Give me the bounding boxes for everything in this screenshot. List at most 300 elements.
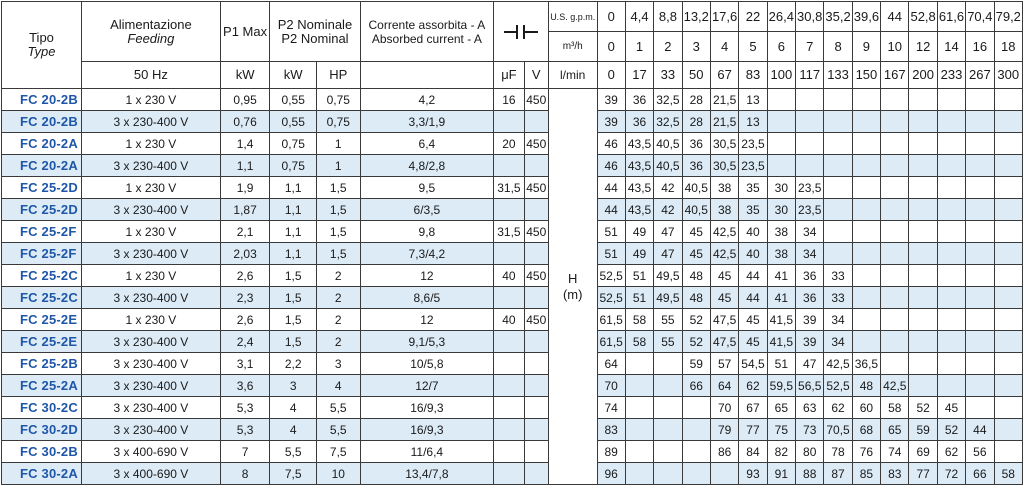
tipo-label: Tipo — [29, 30, 54, 45]
head-value-cell: 80 — [796, 441, 824, 463]
lm-10: 167 — [881, 62, 909, 89]
p2-kw-cell: 5,5 — [270, 441, 317, 463]
capacitor-voltage-cell — [524, 287, 548, 309]
head-value-cell — [852, 243, 880, 265]
m3-4: 4 — [710, 32, 738, 62]
head-value-cell: 38 — [767, 221, 795, 243]
head-value-cell: 45 — [739, 331, 767, 353]
current-cell: 13,4/7,8 — [360, 463, 494, 485]
head-value-cell — [824, 243, 852, 265]
table-row — [2, 463, 1023, 485]
head-value-cell: 58 — [625, 331, 653, 353]
m3-14: 18 — [994, 32, 1022, 62]
current-cell: 6/3,5 — [360, 199, 494, 221]
feeding-cell: 3 x 230-400 V — [82, 331, 221, 353]
head-value-cell: 59 — [682, 353, 710, 375]
p2-hp-cell: 1 — [316, 155, 360, 177]
p1-cell: 1,4 — [220, 133, 270, 155]
head-value-cell: 44 — [739, 265, 767, 287]
feeding-cell: 3 x 230-400 V — [82, 199, 221, 221]
table-row — [2, 111, 1023, 133]
head-value-cell: 72 — [937, 463, 965, 485]
head-value-cell: 38 — [710, 199, 738, 221]
p1-cell: 3,6 — [220, 375, 270, 397]
head-value-cell: 88 — [796, 463, 824, 485]
current-cell: 12 — [360, 309, 494, 331]
current-cell: 12 — [360, 265, 494, 287]
p2-kw-cell: 1,5 — [270, 331, 317, 353]
table-row — [2, 89, 1023, 111]
head-value-cell: 40,5 — [682, 199, 710, 221]
lm-4: 67 — [710, 62, 738, 89]
head-value-cell — [966, 89, 994, 111]
p2-hp-cell: 0,75 — [316, 89, 360, 111]
capacitance-cell — [494, 419, 524, 441]
p2-kw-cell: 1,1 — [270, 243, 317, 265]
head-value-cell: 58 — [881, 397, 909, 419]
lm-6: 100 — [767, 62, 795, 89]
head-value-cell — [937, 89, 965, 111]
head-value-cell — [682, 397, 710, 419]
head-value-cell: 48 — [682, 265, 710, 287]
p2-hp-cell: 1,5 — [316, 199, 360, 221]
head-value-cell — [909, 353, 937, 375]
head-value-cell: 70 — [710, 397, 738, 419]
head-value-cell: 28 — [682, 111, 710, 133]
head-value-cell: 83 — [597, 419, 625, 441]
head-h-label: H — [568, 270, 578, 286]
head-value-cell — [994, 353, 1022, 375]
head-value-cell: 39 — [796, 309, 824, 331]
head-value-cell — [994, 133, 1022, 155]
head-value-cell: 32,5 — [654, 89, 682, 111]
head-value-cell — [824, 133, 852, 155]
capacitance-cell — [494, 375, 524, 397]
type-header — [2, 2, 82, 89]
head-value-cell — [852, 155, 880, 177]
lm-2: 33 — [654, 62, 682, 89]
alimentazione-label: Alimentazione — [110, 16, 192, 32]
m3-13: 16 — [966, 32, 994, 62]
head-value-cell: 63 — [796, 397, 824, 419]
capacitor-header — [494, 2, 549, 62]
head-value-cell — [937, 287, 965, 309]
head-value-cell — [909, 89, 937, 111]
p1-cell: 2,6 — [220, 265, 270, 287]
current-cell: 6,4 — [360, 133, 494, 155]
head-value-cell: 56 — [966, 441, 994, 463]
table-row — [2, 221, 1023, 243]
hp-label: HP — [316, 62, 360, 89]
capacitor-voltage-cell: 450 — [524, 265, 548, 287]
head-value-cell — [994, 89, 1022, 111]
capacitance-cell: 40 — [494, 265, 524, 287]
head-value-cell: 52,5 — [597, 265, 625, 287]
m3-10: 10 — [881, 32, 909, 62]
head-value-cell — [852, 221, 880, 243]
head-value-cell — [994, 287, 1022, 309]
head-value-cell: 23,5 — [739, 155, 767, 177]
p2-kw-cell: 1,1 — [270, 199, 317, 221]
head-value-cell: 87 — [824, 463, 852, 485]
gpm-8: 35,2 — [824, 2, 852, 32]
head-value-cell — [852, 265, 880, 287]
p2-hp-cell: 2 — [316, 265, 360, 287]
head-value-cell: 66 — [682, 375, 710, 397]
feeding-cell: 3 x 230-400 V — [82, 111, 221, 133]
lm-9: 150 — [852, 62, 880, 89]
gpm-10: 44 — [881, 2, 909, 32]
p2-kw-cell: 0,75 — [270, 155, 317, 177]
model-cell: FC 25-2A — [2, 375, 82, 397]
capacitance-cell — [494, 397, 524, 419]
head-value-cell — [881, 309, 909, 331]
p2-hp-cell: 2 — [316, 331, 360, 353]
head-value-cell: 49 — [625, 243, 653, 265]
head-value-cell: 74 — [597, 397, 625, 419]
m3-7: 7 — [796, 32, 824, 62]
feeding-cell: 3 x 230-400 V — [82, 155, 221, 177]
table-row — [2, 199, 1023, 221]
head-value-cell: 68 — [852, 419, 880, 441]
head-value-cell — [937, 331, 965, 353]
p1-cell: 7 — [220, 441, 270, 463]
table-row — [2, 397, 1023, 419]
head-value-cell: 83 — [881, 463, 909, 485]
head-value-cell: 62 — [937, 441, 965, 463]
head-value-cell — [852, 177, 880, 199]
head-value-cell: 49 — [625, 221, 653, 243]
head-value-cell — [994, 397, 1022, 419]
head-value-cell: 82 — [767, 441, 795, 463]
p2-kw-cell: 1,1 — [270, 221, 317, 243]
head-value-cell — [966, 133, 994, 155]
head-value-cell — [937, 375, 965, 397]
head-value-cell: 30,5 — [710, 133, 738, 155]
head-value-cell: 61,5 — [597, 331, 625, 353]
current-cell: 3,3/1,9 — [360, 111, 494, 133]
p1-cell: 2,4 — [220, 331, 270, 353]
head-value-cell — [909, 221, 937, 243]
head-value-cell — [682, 441, 710, 463]
head-value-cell: 13 — [739, 89, 767, 111]
gpm-9: 39,6 — [852, 2, 880, 32]
head-value-cell: 49,5 — [654, 265, 682, 287]
p2-hp-cell: 0,75 — [316, 111, 360, 133]
head-value-cell: 45 — [682, 243, 710, 265]
pump-performance-table — [1, 1, 1023, 485]
p2-kw-cell: 3 — [270, 375, 317, 397]
gpm-11: 52,8 — [909, 2, 937, 32]
head-value-cell: 76 — [852, 441, 880, 463]
head-value-cell: 42,5 — [824, 353, 852, 375]
m3-6: 6 — [767, 32, 795, 62]
head-value-cell: 58 — [994, 463, 1022, 485]
head-value-cell: 65 — [881, 419, 909, 441]
head-value-cell — [937, 199, 965, 221]
head-value-cell: 38 — [767, 243, 795, 265]
head-value-cell — [852, 111, 880, 133]
current-cell: 7,3/4,2 — [360, 243, 494, 265]
p2-hp-cell: 1,5 — [316, 177, 360, 199]
capacitor-voltage-cell — [524, 419, 548, 441]
head-value-cell: 64 — [597, 353, 625, 375]
feeding-header — [82, 2, 221, 62]
feeding-label: Feeding — [127, 30, 175, 46]
head-value-cell: 74 — [881, 441, 909, 463]
gpm-14: 79,2 — [994, 2, 1022, 32]
capacitance-cell — [494, 287, 524, 309]
head-value-cell — [966, 243, 994, 265]
head-value-cell: 36 — [682, 133, 710, 155]
capacitor-voltage-cell: 450 — [524, 133, 548, 155]
head-value-cell: 47,5 — [710, 331, 738, 353]
head-value-cell — [937, 177, 965, 199]
capacitance-cell — [494, 331, 524, 353]
head-value-cell: 57 — [710, 353, 738, 375]
model-cell: FC 30-2B — [2, 441, 82, 463]
p1-cell: 2,03 — [220, 243, 270, 265]
head-value-cell — [966, 353, 994, 375]
p2-hp-cell: 5,5 — [316, 397, 360, 419]
capacitor-voltage-cell — [524, 243, 548, 265]
m3-8: 8 — [824, 32, 852, 62]
feeding-cell: 3 x 230-400 V — [82, 419, 221, 441]
table-row — [2, 287, 1023, 309]
head-value-cell: 89 — [597, 441, 625, 463]
model-cell: FC 25-2F — [2, 243, 82, 265]
head-value-cell: 42,5 — [881, 375, 909, 397]
p2-kw-cell: 1,5 — [270, 287, 317, 309]
lmin-label: l/min — [548, 62, 597, 89]
p2-header — [270, 2, 360, 62]
capacitor-voltage-cell — [524, 353, 548, 375]
head-value-cell: 70 — [597, 375, 625, 397]
head-value-cell — [994, 265, 1022, 287]
head-value-cell: 40,5 — [682, 177, 710, 199]
p2-hp-cell: 3 — [316, 353, 360, 375]
head-value-cell — [909, 111, 937, 133]
head-value-cell: 77 — [909, 463, 937, 485]
p1-cell: 1,87 — [220, 199, 270, 221]
head-value-cell — [654, 375, 682, 397]
p1-header: P1 Max — [220, 2, 270, 62]
p2-kw-cell: 0,55 — [270, 89, 317, 111]
p2-hp-cell: 1,5 — [316, 243, 360, 265]
capacitor-voltage-cell — [524, 331, 548, 353]
head-value-cell — [966, 221, 994, 243]
current-header — [360, 2, 494, 62]
current-cell: 9,8 — [360, 221, 494, 243]
current-unit-blank — [360, 62, 494, 89]
p1-cell: 0,76 — [220, 111, 270, 133]
head-value-cell: 40,5 — [654, 133, 682, 155]
gpm-5: 22 — [739, 2, 767, 32]
head-value-cell: 32,5 — [654, 111, 682, 133]
head-value-cell — [767, 111, 795, 133]
model-cell: FC 25-2C — [2, 265, 82, 287]
gpm-7: 30,8 — [796, 2, 824, 32]
p2-hp-cell: 1,5 — [316, 221, 360, 243]
head-value-cell: 40,5 — [654, 155, 682, 177]
current-cell: 9,5 — [360, 177, 494, 199]
head-value-cell: 44 — [597, 177, 625, 199]
feeding-cell: 3 x 230-400 V — [82, 287, 221, 309]
head-value-cell: 41 — [767, 265, 795, 287]
head-value-cell — [852, 287, 880, 309]
head-value-cell: 46 — [597, 133, 625, 155]
gpm-2: 8,8 — [654, 2, 682, 32]
current-cell: 16/9,3 — [360, 397, 494, 419]
p2-hp-cell: 2 — [316, 309, 360, 331]
capacitance-cell: 40 — [494, 309, 524, 331]
head-value-cell: 23,5 — [796, 177, 824, 199]
p1-cell: 2,3 — [220, 287, 270, 309]
usgpm-label: U.S. g.p.m. — [548, 2, 597, 32]
head-value-cell — [824, 221, 852, 243]
head-value-cell: 48 — [682, 287, 710, 309]
head-value-cell — [852, 133, 880, 155]
head-value-cell — [625, 419, 653, 441]
head-value-cell — [937, 221, 965, 243]
capacitor-voltage-cell — [524, 111, 548, 133]
head-value-cell — [881, 287, 909, 309]
table-row — [2, 353, 1023, 375]
model-cell: FC 30-2A — [2, 463, 82, 485]
head-value-cell — [654, 419, 682, 441]
head-value-cell: 38 — [710, 177, 738, 199]
capacitor-voltage-cell — [524, 463, 548, 485]
head-value-cell: 73 — [796, 419, 824, 441]
head-value-cell: 69 — [909, 441, 937, 463]
head-value-cell — [994, 419, 1022, 441]
head-value-cell: 34 — [824, 331, 852, 353]
head-value-cell — [909, 287, 937, 309]
head-value-cell: 48 — [852, 375, 880, 397]
head-value-cell: 75 — [767, 419, 795, 441]
head-value-cell: 45 — [710, 265, 738, 287]
current-cell: 12/7 — [360, 375, 494, 397]
p1-cell: 1,9 — [220, 177, 270, 199]
table-row — [2, 309, 1023, 331]
capacitor-voltage-cell: 450 — [524, 89, 548, 111]
model-cell: FC 25-2E — [2, 309, 82, 331]
head-value-cell — [994, 177, 1022, 199]
head-value-cell: 70,5 — [824, 419, 852, 441]
head-value-cell — [937, 243, 965, 265]
head-value-cell — [881, 221, 909, 243]
corrente-label: Corrente assorbita - A — [368, 17, 486, 32]
m3-2: 2 — [654, 32, 682, 62]
head-value-cell: 52 — [682, 309, 710, 331]
head-value-cell — [654, 353, 682, 375]
head-value-cell: 42,5 — [710, 221, 738, 243]
p2-kw-cell: 1,1 — [270, 177, 317, 199]
lm-5: 83 — [739, 62, 767, 89]
lm-14: 300 — [994, 62, 1022, 89]
head-value-cell: 43,5 — [625, 199, 653, 221]
head-value-cell: 52 — [909, 397, 937, 419]
model-cell: FC 20-2B — [2, 111, 82, 133]
head-value-cell — [994, 309, 1022, 331]
head-value-cell — [909, 375, 937, 397]
head-value-cell — [824, 89, 852, 111]
model-cell: FC 25-2E — [2, 331, 82, 353]
p2-hp-cell: 4 — [316, 375, 360, 397]
head-value-cell: 52,5 — [824, 375, 852, 397]
head-value-cell — [881, 133, 909, 155]
head-value-cell: 49,5 — [654, 287, 682, 309]
feeding-cell: 3 x 400-690 V — [82, 441, 221, 463]
capacitor-voltage-cell: 450 — [524, 309, 548, 331]
feeding-cell: 1 x 230 V — [82, 133, 221, 155]
head-value-cell: 39 — [796, 331, 824, 353]
head-value-cell: 55 — [654, 331, 682, 353]
p1-cell: 2,6 — [220, 309, 270, 331]
gpm-13: 70,4 — [966, 2, 994, 32]
p2-kw-cell: 4 — [270, 419, 317, 441]
m3-0: 0 — [597, 32, 625, 62]
capacitor-voltage-cell: 450 — [524, 221, 548, 243]
feeding-cell: 3 x 230-400 V — [82, 353, 221, 375]
capacitance-cell — [494, 243, 524, 265]
model-cell: FC 20-2A — [2, 155, 82, 177]
p2-hp-cell: 5,5 — [316, 419, 360, 441]
head-value-cell: 61,5 — [597, 309, 625, 331]
lm-0: 0 — [597, 62, 625, 89]
head-value-cell: 77 — [739, 419, 767, 441]
p2-kw-cell: 1,5 — [270, 265, 317, 287]
feeding-cell: 3 x 230-400 V — [82, 243, 221, 265]
head-value-cell — [852, 89, 880, 111]
head-value-cell — [625, 375, 653, 397]
capacitor-voltage-cell — [524, 441, 548, 463]
head-value-cell — [937, 353, 965, 375]
head-value-cell: 35 — [739, 199, 767, 221]
head-value-cell — [909, 199, 937, 221]
current-cell: 8,6/5 — [360, 287, 494, 309]
head-value-cell — [909, 155, 937, 177]
p2-nominale-label: P2 Nominale — [277, 16, 353, 32]
model-cell: FC 25-2F — [2, 221, 82, 243]
head-value-cell: 45 — [937, 397, 965, 419]
head-value-cell — [710, 463, 738, 485]
head-value-cell: 86 — [710, 441, 738, 463]
head-value-cell — [852, 199, 880, 221]
head-value-cell: 51 — [597, 221, 625, 243]
head-value-cell: 79 — [710, 419, 738, 441]
gpm-4: 17,6 — [710, 2, 738, 32]
head-value-cell — [909, 133, 937, 155]
head-value-cell: 30 — [767, 177, 795, 199]
head-value-cell — [966, 199, 994, 221]
head-label-cell — [548, 89, 597, 485]
lm-8: 133 — [824, 62, 852, 89]
model-cell: FC 30-2C — [2, 397, 82, 419]
head-value-cell: 45 — [739, 309, 767, 331]
current-cell: 4,8/2,8 — [360, 155, 494, 177]
head-value-cell: 52,5 — [597, 287, 625, 309]
head-value-cell — [852, 309, 880, 331]
head-value-cell: 58 — [625, 309, 653, 331]
head-value-cell — [881, 111, 909, 133]
head-value-cell — [682, 419, 710, 441]
head-value-cell — [796, 111, 824, 133]
p2-kw-cell: 4 — [270, 397, 317, 419]
head-value-cell — [881, 177, 909, 199]
capacitance-cell — [494, 111, 524, 133]
head-value-cell: 40 — [739, 221, 767, 243]
